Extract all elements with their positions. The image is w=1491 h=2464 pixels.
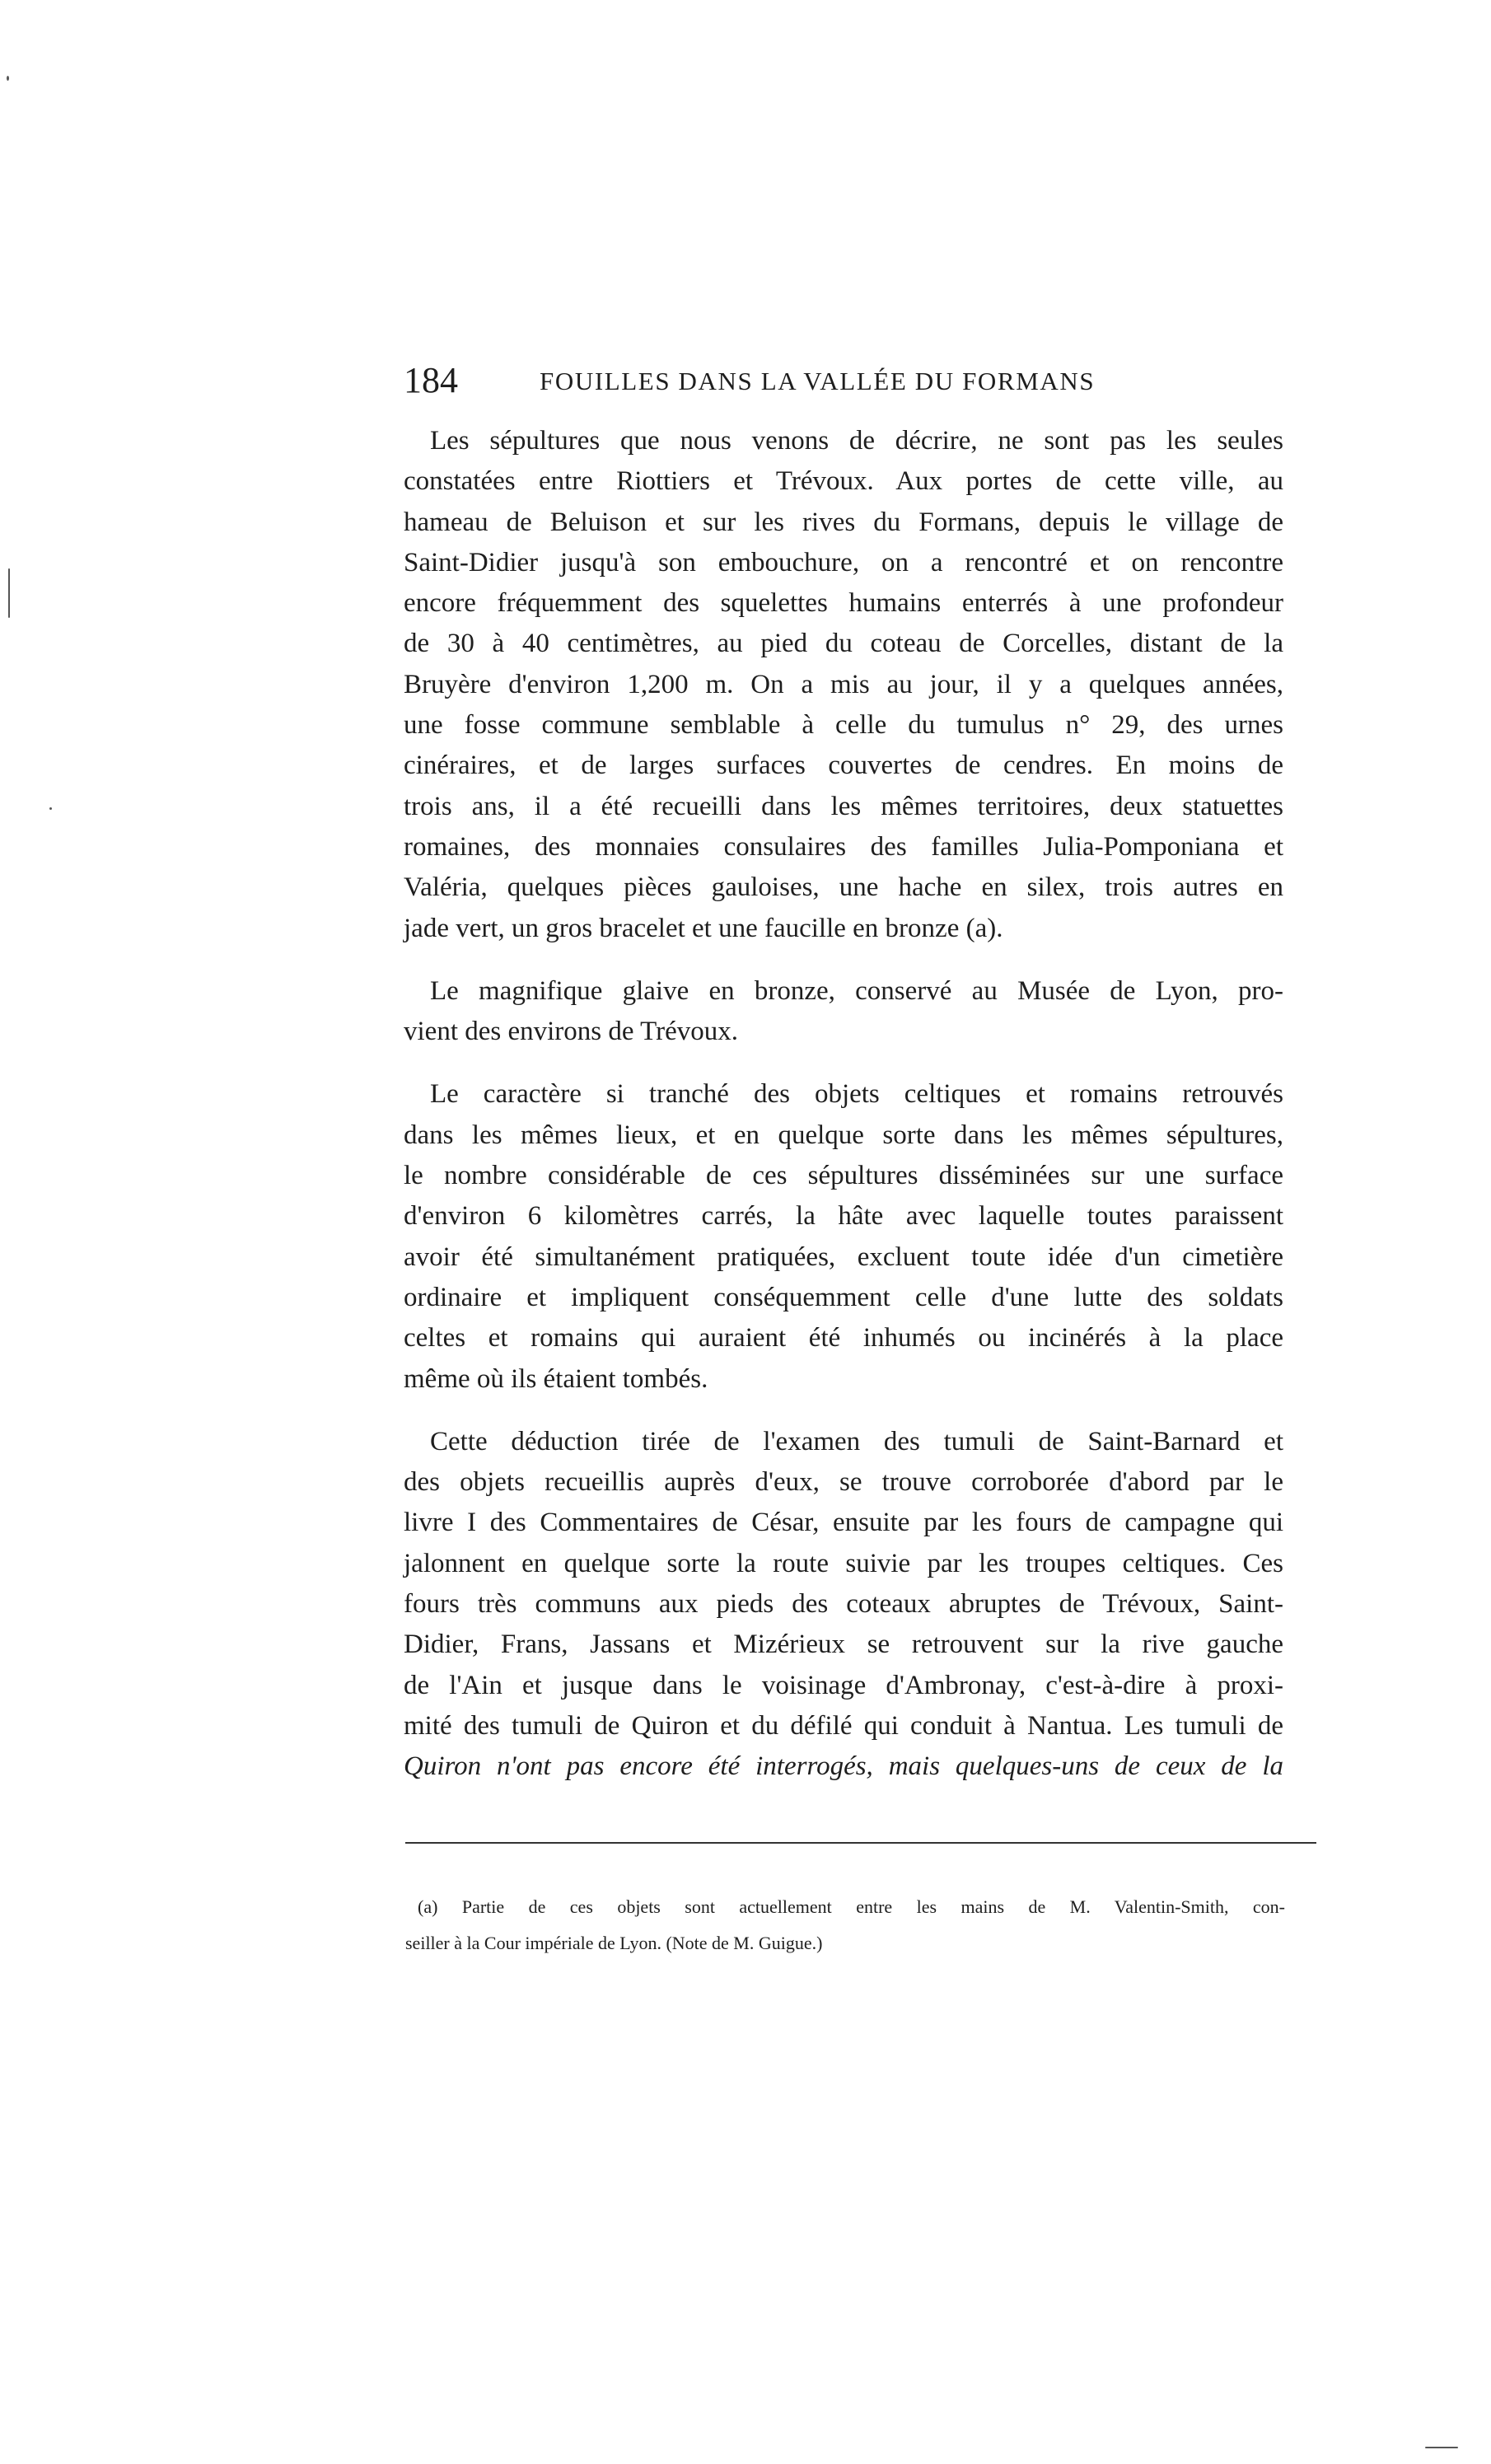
text-line: encore fréquemment des squelettes humains enterrés à une profondeur (404, 588, 1283, 619)
paragraph-gap (404, 949, 1283, 971)
text-line: des objets recueillis auprès d'eux, se trouve corroborée d'abord par le (404, 1467, 1283, 1498)
text-line: constatées entre Riottiers et Trévoux. Aux portes de cette ville, au (404, 466, 1283, 497)
text-line: Le magnifique glaive en bronze, conservé au Musée de Lyon, pro- (430, 975, 1283, 1006)
footnote (405, 1889, 1285, 1961)
paragraph-gap (404, 1052, 1283, 1074)
paragraph-1 (404, 421, 1283, 949)
footnote-line: seiller à la Cour impériale de Lyon. (Note de M. Guigue.) (405, 1933, 823, 1953)
text-line: trois ans, il a été recueilli dans les mêmes territoires, deux statuettes (404, 791, 1283, 821)
text-line: le nombre considérable de ces sépultures disséminées sur une surface (404, 1161, 1283, 1191)
text-line: cinéraires, et de larges surfaces couvertes de cendres. En moins de (404, 750, 1283, 781)
text-line: avoir été simultanément pratiquées, excluent toute idée d'un cimetière (404, 1241, 1283, 1272)
scan-speck (1425, 2447, 1458, 2448)
paragraph-4 (404, 1422, 1283, 1788)
running-title: FOUILLES DANS LA VALLÉE DU FORMANS (540, 367, 1096, 395)
scan-speck (8, 568, 10, 618)
paragraph-3 (404, 1074, 1283, 1399)
text-line: jade vert, un gros bracelet et une faucille en bronze (a). (404, 913, 1003, 943)
text-line: Quiron n'ont pas encore été interrogés, mais quelques-uns de ceux de la (404, 1751, 1283, 1782)
text-line: hameau de Beluison et sur les rives du Formans, depuis le village de (404, 507, 1283, 537)
text-line: vient des environs de Trévoux. (404, 1017, 739, 1047)
text-line: d'environ 6 kilomètres carrés, la hâte avec laquelle toutes paraissent (404, 1201, 1283, 1232)
text-line: Les sépultures que nous venons de décrire, ne sont pas les seules (430, 426, 1283, 456)
text-line: mité des tumuli de Quiron et du défilé qui conduit à Nantua. Les tumuli de (404, 1710, 1283, 1741)
text-line: Valéria, quelques pièces gauloises, une hache en silex, trois autres en (404, 872, 1283, 903)
text-line: ordinaire et impliquent conséquemment celle d'une lutte des soldats (404, 1282, 1283, 1312)
paragraph-2 (404, 971, 1283, 1053)
page-number: 184 (404, 360, 458, 400)
text-line: livre I des Commentaires de César, ensuite par les fours de campagne qui (404, 1508, 1283, 1538)
text-line: celtes et romains qui auraient été inhumés ou incinérés à la place (404, 1323, 1283, 1354)
footnote-line: (a) Partie de ces objets sont actuellement entre les mains de M. Valentin-Smith, con- (418, 1896, 1285, 1917)
scan-speck (49, 807, 52, 810)
text-line: de 30 à 40 centimètres, au pied du coteau de Corcelles, distant de la (404, 629, 1283, 659)
text-line: une fosse commune semblable à celle du tumulus n° 29, des urnes (404, 710, 1283, 741)
text-line: romaines, des monnaies consulaires des familles Julia-Pomponiana et (404, 831, 1283, 862)
page-header (404, 356, 1285, 405)
text-line: Didier, Frans, Jassans et Mizérieux se retrouvent sur la rive gauche (404, 1629, 1283, 1660)
text-line: de l'Ain et jusque dans le voisinage d'Ambronay, c'est-à-dire à proxi- (404, 1670, 1283, 1700)
footnote-divider (405, 1842, 1316, 1844)
body-text (404, 421, 1283, 1788)
text-line: même où ils étaient tombés. (404, 1363, 708, 1394)
scan-speck (7, 76, 9, 81)
text-line: Cette déduction tirée de l'examen des tumuli de Saint-Barnard et (430, 1426, 1283, 1456)
text-line: fours très communs aux pieds des coteaux abruptes de Trévoux, Saint- (404, 1589, 1283, 1620)
paragraph-gap (404, 1400, 1283, 1422)
text-line: Bruyère d'environ 1,200 m. On a mis au jour, il y a quelques années, (404, 669, 1283, 699)
text-line: Le caractère si tranché des objets celtiques et romains retrouvés (430, 1079, 1283, 1110)
text-line: dans les mêmes lieux, et en quelque sorte dans les mêmes sépultures, (404, 1120, 1283, 1150)
text-line: jalonnent en quelque sorte la route suivie par les troupes celtiques. Ces (404, 1548, 1283, 1578)
text-line: Saint-Didier jusqu'à son embouchure, on a rencontré et on rencontre (404, 547, 1283, 577)
